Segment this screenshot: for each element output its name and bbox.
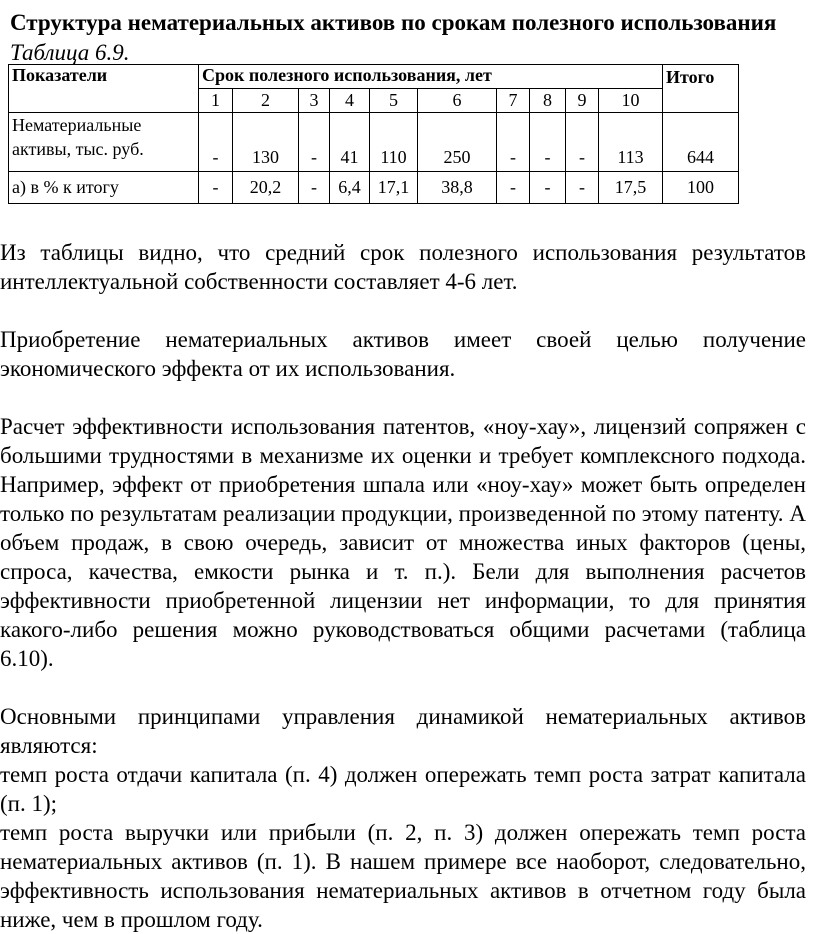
table-cell: - (530, 113, 566, 172)
paragraph: темп роста отдачи капитала (п. 4) должен опережать темп роста затрат капитала (п. 1); (0, 762, 806, 816)
header-indicators: Показатели (9, 65, 199, 113)
table-cell: 17,5 (599, 172, 663, 204)
table-heading (10, 8, 800, 68)
table-cell: - (566, 113, 599, 172)
year-header: 6 (418, 89, 497, 113)
table-row (9, 172, 739, 204)
year-header: 3 (299, 89, 330, 113)
header-total: Итого (663, 65, 739, 113)
year-header: 5 (370, 89, 418, 113)
paragraph: Из таблицы видно, что средний срок полезного использования результатов интеллектуальной собственности составляет 4-6 лет. (0, 240, 806, 294)
paragraph: темп роста выручки или прибыли (п. 2, п. 3) должен опережать темп роста нематериальных активов (п. 1). В нашем примере все наоборот, следовательно, эффективность использования нематериальных активов в отчетном году была ниже, чем в прошлом году. (0, 820, 806, 932)
row-total: 100 (663, 172, 739, 204)
table-cell: 110 (370, 113, 418, 172)
table-cell: 41 (330, 113, 370, 172)
table-caption: Таблица 6.9. (10, 40, 130, 65)
table-cell: 250 (418, 113, 497, 172)
paragraph: Приобретение нематериальных активов имеет своей целью получение экономического эффекта от их использования. (0, 327, 806, 381)
table-cell: 130 (233, 113, 299, 172)
table-cell: 20,2 (233, 172, 299, 204)
table-cell: - (566, 172, 599, 204)
table-cell: 17,1 (370, 172, 418, 204)
heading-text: Структура нематериальных активов по срокам полезного использования (10, 10, 777, 35)
table-cell: 113 (599, 113, 663, 172)
year-header: 2 (233, 89, 299, 113)
year-header: 1 (199, 89, 233, 113)
row-label: Нематериальные активы, тыс. руб. (9, 113, 199, 172)
year-header: 7 (497, 89, 530, 113)
row-label: а) в % к итогу (9, 172, 199, 204)
intangible-assets-table (8, 64, 739, 204)
table-cell: - (497, 113, 530, 172)
table-cell: - (299, 113, 330, 172)
table-cell: - (299, 172, 330, 204)
table-cell: - (497, 172, 530, 204)
table-cell: - (199, 113, 233, 172)
year-header: 8 (530, 89, 566, 113)
table-cell: - (199, 172, 233, 204)
paragraph: Расчет эффективности использования патентов, «ноу-хау», лицензий сопряжен с большими трудностями в механизме их оценки и требует комплексного подхода. Например, эффект от приобретения шпала или «ноу-хау» может быть определен только по результатам реализации продукции, произведенной по этому патенту. А объем продаж, в свою очередь, зависит от множества иных факторов (цены, спроса, качества, емкости рынка и т. п.). Бели для выполнения расчетов эффективности приобретенной лицензии нет информации, то для принятия какого-либо решения можно руководствоваться общими расчетами (таблица 6.10). (0, 414, 806, 671)
year-header: 9 (566, 89, 599, 113)
table-cell: 6,4 (330, 172, 370, 204)
table-cell: - (530, 172, 566, 204)
paragraph: Основными принципами управления динамикой нематериальных активов являются: (0, 704, 806, 758)
table-header-row (9, 65, 739, 89)
header-useful-life: Срок полезного использования, лет (199, 65, 663, 89)
table-cell: 38,8 (418, 172, 497, 204)
year-header: 4 (330, 89, 370, 113)
row-total: 644 (663, 113, 739, 172)
year-header: 10 (599, 89, 663, 113)
table-row (9, 113, 739, 172)
